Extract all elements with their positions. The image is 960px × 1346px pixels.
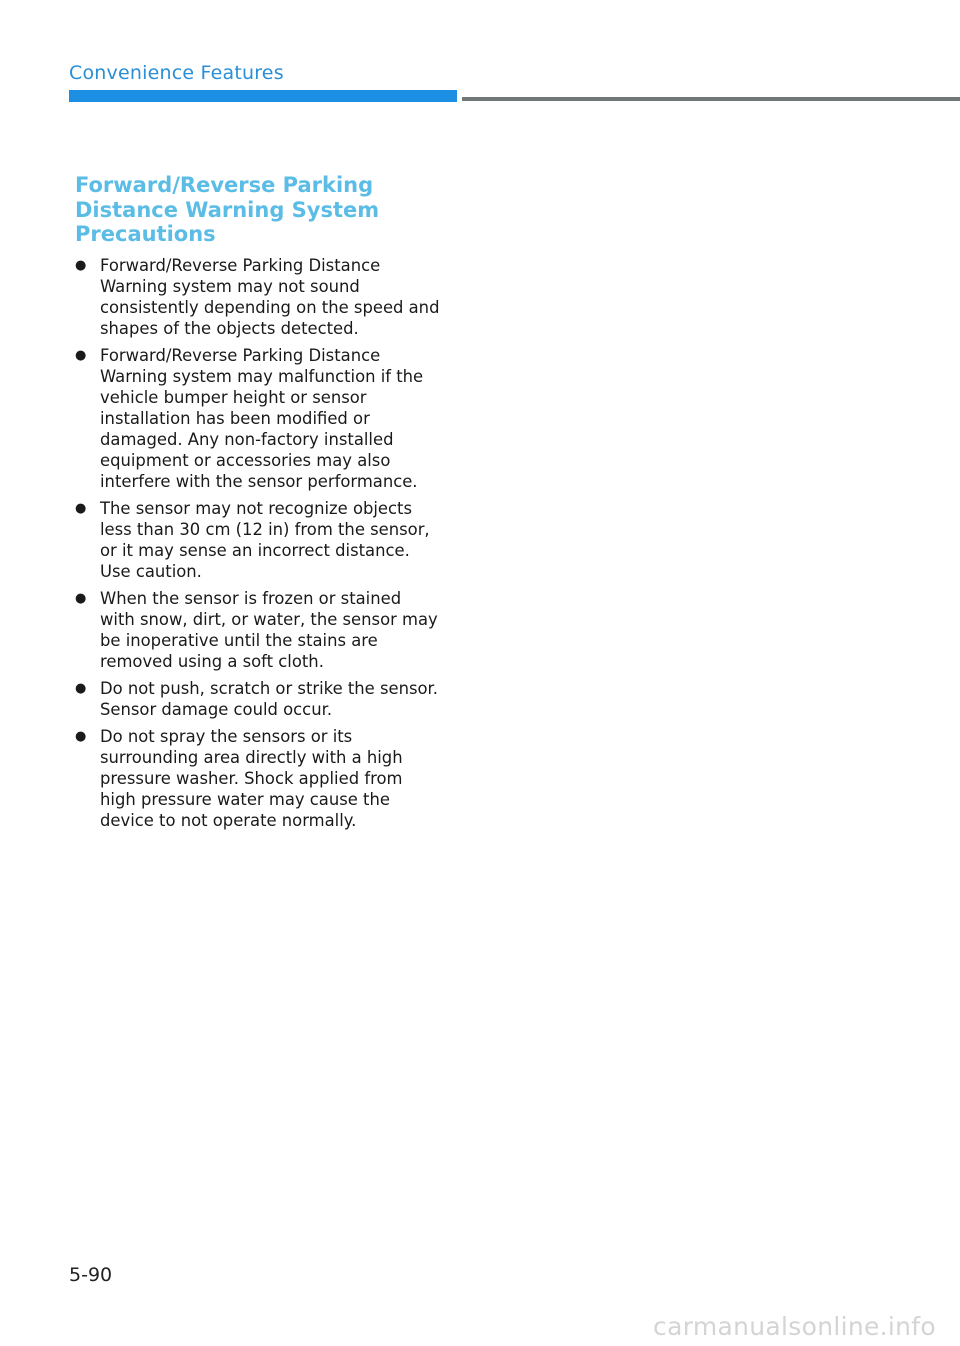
precautions-section: [75, 173, 440, 837]
list-item: [75, 255, 440, 339]
bullet-icon: ●: [75, 590, 87, 606]
list-item-text: Forward/Reverse Parking Distance Warning system may malfunction if the vehicle bumper height or sensor installation has been modified or damaged. Any non-factory installed equipment or accessories may also interfere with the sensor performance.: [100, 345, 424, 491]
list-item-text: Do not spray the sensors or its surrounding area directly with a high pressure washer. Shock applied from high pressure water may cause the device to not operate normally.: [100, 726, 403, 830]
header-rule-gray: [462, 97, 960, 101]
list-item: [75, 588, 440, 672]
bullet-icon: ●: [75, 680, 87, 696]
section-title-line: Distance Warning System: [75, 197, 380, 222]
list-item: [75, 498, 440, 582]
list-item-text: When the sensor is frozen or stained with snow, dirt, or water, the sensor may be inoperative until the stains are removed using a soft cloth.: [100, 588, 438, 671]
bullet-icon: ●: [75, 257, 87, 273]
list-item-text: Do not push, scratch or strike the sensor. Sensor damage could occur.: [100, 678, 438, 719]
list-item: [75, 726, 440, 831]
page-number: 5-90: [69, 1264, 113, 1286]
section-title-line: Forward/Reverse Parking: [75, 173, 374, 197]
bullet-icon: ●: [75, 500, 87, 516]
watermark: carmanualsonline.info: [653, 1312, 936, 1341]
precautions-list: [75, 255, 440, 831]
bullet-icon: ●: [75, 728, 87, 744]
section-title: [75, 173, 440, 247]
list-item: [75, 678, 440, 720]
section-title-line: Precautions: [75, 222, 216, 246]
list-item-text: The sensor may not recognize objects less than 30 cm (12 in) from the sensor, or it may sense an incorrect distance. Use caution.: [100, 498, 430, 581]
chapter-title: Convenience Features: [69, 62, 284, 84]
list-item-text: Forward/Reverse Parking Distance Warning system may not sound consistently depending on the speed and shapes of the objects detected.: [100, 255, 440, 338]
header-rule-blue: [69, 90, 457, 102]
list-item: [75, 345, 440, 492]
bullet-icon: ●: [75, 347, 87, 363]
